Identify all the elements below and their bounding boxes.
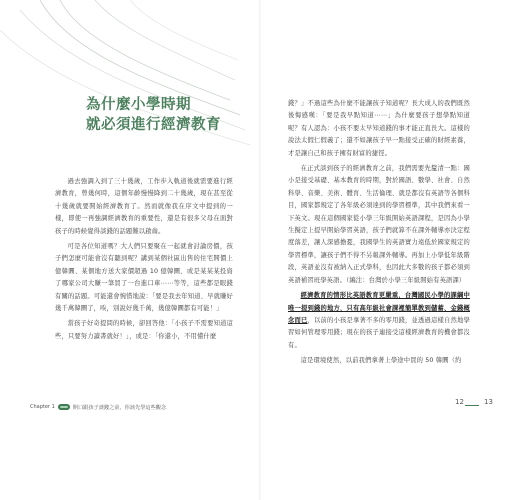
right-page-body bbox=[288, 98, 470, 371]
right-paragraph-4: 這是環境使然，以前我們拿著上學途中買的 50 韓圜（約 bbox=[300, 357, 462, 365]
left-page-body bbox=[55, 176, 233, 346]
right-paragraph-1: 錢？」不過這些為什麼不能讓孩子知道呢？長大成人的我們既然後悔感嘆：「要是我早點知道⋯⋯」為什麼要孩子想學點知道呢？有人認為：小孩不要太早知道錢的事才能正直長大。這樣的說法太假仁假義了；還不如讓孩子早一點接受正確的財經素養，才是讓自己和孩子擁有財富的捷徑。 bbox=[288, 100, 470, 157]
chapter-title bbox=[86, 95, 256, 135]
footer-chapter-label: Chapter 1 bbox=[30, 404, 55, 410]
chapter-title-line-2: 就必須進行經濟教育 bbox=[86, 116, 221, 133]
chapter-badge-icon bbox=[58, 404, 70, 410]
emphasized-text-line-2: 綱中唯一提到錢的地方，只有高年級社會課裡簡單教到儲 bbox=[288, 292, 470, 312]
right-paragraph-3 bbox=[288, 290, 470, 352]
left-paragraph-2: 可是各位知道嗎？大人們只要聚在一起就會討論房價，孩子們怎麼可能會沒有聽到呢？講到某個社區出售的住宅開價上億韓圜、某個地方送大家價超過 10 億韓圜、或是某某某投資了哪家公司大賺一筆買了一台進口車⋯⋯等等，這些都是眼錢有關的話題。可能還會惋惜地說：「要是我去年知道、早就賺好幾千萬韓圜了，唉，別說好幾千萬，幾億韓圜都有可能！」 bbox=[55, 243, 233, 313]
decorative-curves bbox=[0, 0, 260, 160]
emphasized-text-line-1: 經濟教育的情形比英語教育更嚴重，台灣國民小學的課 bbox=[300, 292, 458, 300]
paragraph-3-rest: ，以前的小孩是拿著不多的零用錢，並透過這樣自然地學習如何管理零用錢；現在的孩子連接受這樣經濟教育的機會都沒有。 bbox=[288, 316, 471, 349]
left-paragraph-3: 當孩子好奇提問的時候，卻回答他：「小孩子不需要知道這些，只要努力讀書就好！」，或是：「你還小，不用懂什麼 bbox=[55, 320, 233, 340]
footer-running-title: 開口跟孩子談錢之前，你該先學這些觀念 bbox=[72, 404, 167, 411]
emphasized-text-line-3: 蓄、金錢概念而已 bbox=[288, 304, 471, 324]
page-number-right: 13 bbox=[484, 398, 493, 406]
chapter-title-line-1: 為什麼小學時期 bbox=[86, 96, 191, 113]
page-number-divider bbox=[465, 405, 479, 406]
left-page-footer bbox=[30, 401, 166, 413]
left-paragraph-1: 過去強調入到了三十幾歲，工作步入軌道後就需要進行經濟教育，曾幾何時，這個年齡慢慢降到二十幾歲，現在甚至從十幾歲就要開始經濟教育了。然而就像我在序文中提到的一樣，即使一再強調經濟教育的重要性，還是有很多父母在面對孩子的時候覺得談錢的話題難以啟齒。 bbox=[55, 178, 233, 235]
right-paragraph-2: 在正式談到孩子的經濟教育之前，我們需要先釐清一點：國小是接受基礎、基本教育的時期，對於國語、數學、社會、自然科學、音樂、美術、體育、生活倫理、就是都沒有英語等各個科目，國家都規定了各年級必須達到的學習標準，其中我們來看一下英文。現在這個國家從小學三年級開始英語課程，是因為小學生擬定上提早開始學習英語，孩子們就算不在課外輔導亦決定程度落差，讓人深感擔憂，我國學生的英語實力遠低於國家規定的學習標準，讓孩子們不得不另報課外輔導。再加上小學低年級階段，英語並沒有被納入正式學科，也因此大多數的孩子都必須到英語補習班學英語。（編注：台灣於小學三年級開始有英語課） bbox=[288, 165, 470, 284]
page-number-left: 12 bbox=[455, 398, 464, 406]
